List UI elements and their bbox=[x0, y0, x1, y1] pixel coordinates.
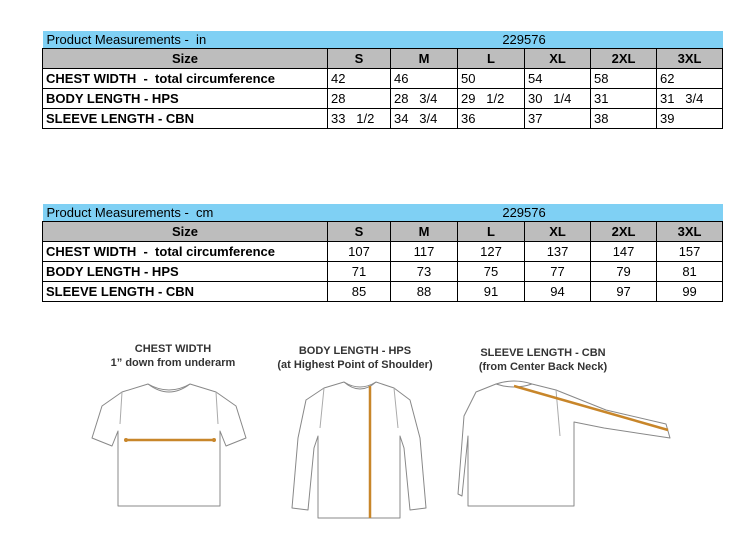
table-cell: 97 bbox=[591, 282, 657, 302]
diagram-title: BODY LENGTH - HPS bbox=[298, 345, 412, 357]
long-sleeve-front-diagram bbox=[270, 378, 442, 524]
diagram-subtitle: (from Center Back Neck) bbox=[478, 361, 608, 373]
table-cell: 31 bbox=[591, 89, 657, 109]
size-col-header: 3XL bbox=[657, 222, 723, 242]
product-code: 229576 bbox=[458, 204, 591, 222]
cm-measurements-table bbox=[42, 204, 723, 302]
table-row bbox=[43, 262, 723, 282]
table-cell: 81 bbox=[657, 262, 723, 282]
table-cell: 79 bbox=[591, 262, 657, 282]
diagram-subtitle: 1” down from underarm bbox=[110, 357, 236, 369]
table-cell: 117 bbox=[391, 242, 458, 262]
table-cell: 88 bbox=[391, 282, 458, 302]
table-cell: 33 1/2 bbox=[328, 109, 391, 129]
table-cell: 127 bbox=[458, 242, 525, 262]
size-col-header: 2XL bbox=[591, 222, 657, 242]
header-row bbox=[43, 49, 723, 69]
row-label: CHEST WIDTH - total circumference bbox=[43, 242, 328, 262]
diagram-title: CHEST WIDTH bbox=[134, 343, 212, 355]
table-cell: 75 bbox=[458, 262, 525, 282]
table-row bbox=[43, 109, 723, 129]
diagram-title: SLEEVE LENGTH - CBN bbox=[480, 347, 606, 359]
product-code: 229576 bbox=[458, 31, 591, 49]
chest-width-caption bbox=[98, 342, 248, 370]
table-row bbox=[43, 282, 723, 302]
table-cell: 36 bbox=[458, 109, 525, 129]
table-cell: 107 bbox=[328, 242, 391, 262]
table-title: Product Measurements - cm bbox=[43, 204, 458, 222]
table-row bbox=[43, 89, 723, 109]
size-col-header: 3XL bbox=[657, 49, 723, 69]
row-label: CHEST WIDTH - total circumference bbox=[43, 69, 328, 89]
table-cell: 99 bbox=[657, 282, 723, 302]
table-cell: 38 bbox=[591, 109, 657, 129]
table-cell: 77 bbox=[525, 262, 591, 282]
size-col-header: L bbox=[458, 222, 525, 242]
diagram-subtitle: (at Highest Point of Shoulder) bbox=[277, 359, 433, 371]
size-col-header: 2XL bbox=[591, 49, 657, 69]
table-cell: 137 bbox=[525, 242, 591, 262]
table-cell: 54 bbox=[525, 69, 591, 89]
table-cell: 91 bbox=[458, 282, 525, 302]
size-col-header: XL bbox=[525, 222, 591, 242]
table-cell: 147 bbox=[591, 242, 657, 262]
title-filler bbox=[591, 31, 723, 49]
body-length-caption bbox=[255, 344, 455, 372]
table-title: Product Measurements - in bbox=[43, 31, 458, 49]
size-col-header: L bbox=[458, 49, 525, 69]
size-col-header: M bbox=[391, 49, 458, 69]
table-cell: 62 bbox=[657, 69, 723, 89]
short-sleeve-shirt-diagram bbox=[86, 376, 252, 516]
table-cell: 39 bbox=[657, 109, 723, 129]
table-cell: 28 bbox=[328, 89, 391, 109]
long-sleeve-back-diagram bbox=[456, 376, 686, 522]
size-col-header: XL bbox=[525, 49, 591, 69]
inch-measurements-table bbox=[42, 31, 723, 129]
size-header: Size bbox=[43, 222, 328, 242]
header-row bbox=[43, 222, 723, 242]
sleeve-length-caption bbox=[458, 346, 628, 374]
table-cell: 71 bbox=[328, 262, 391, 282]
row-label: BODY LENGTH - HPS bbox=[43, 89, 328, 109]
table-row bbox=[43, 242, 723, 262]
table-cell: 46 bbox=[391, 69, 458, 89]
table-cell: 42 bbox=[328, 69, 391, 89]
table-row bbox=[43, 69, 723, 89]
table-cell: 94 bbox=[525, 282, 591, 302]
table-cell: 85 bbox=[328, 282, 391, 302]
size-col-header: M bbox=[391, 222, 458, 242]
title-filler bbox=[591, 204, 723, 222]
table-cell: 29 1/2 bbox=[458, 89, 525, 109]
table-cell: 157 bbox=[657, 242, 723, 262]
size-col-header: S bbox=[328, 49, 391, 69]
row-label: SLEEVE LENGTH - CBN bbox=[43, 282, 328, 302]
row-label: BODY LENGTH - HPS bbox=[43, 262, 328, 282]
size-col-header: S bbox=[328, 222, 391, 242]
table-cell: 30 1/4 bbox=[525, 89, 591, 109]
table-title-row bbox=[43, 204, 723, 222]
table-cell: 73 bbox=[391, 262, 458, 282]
row-label: SLEEVE LENGTH - CBN bbox=[43, 109, 328, 129]
size-header: Size bbox=[43, 49, 328, 69]
table-cell: 34 3/4 bbox=[391, 109, 458, 129]
table-cell: 37 bbox=[525, 109, 591, 129]
table-cell: 31 3/4 bbox=[657, 89, 723, 109]
table-title-row bbox=[43, 31, 723, 49]
table-cell: 28 3/4 bbox=[391, 89, 458, 109]
table-cell: 50 bbox=[458, 69, 525, 89]
table-cell: 58 bbox=[591, 69, 657, 89]
